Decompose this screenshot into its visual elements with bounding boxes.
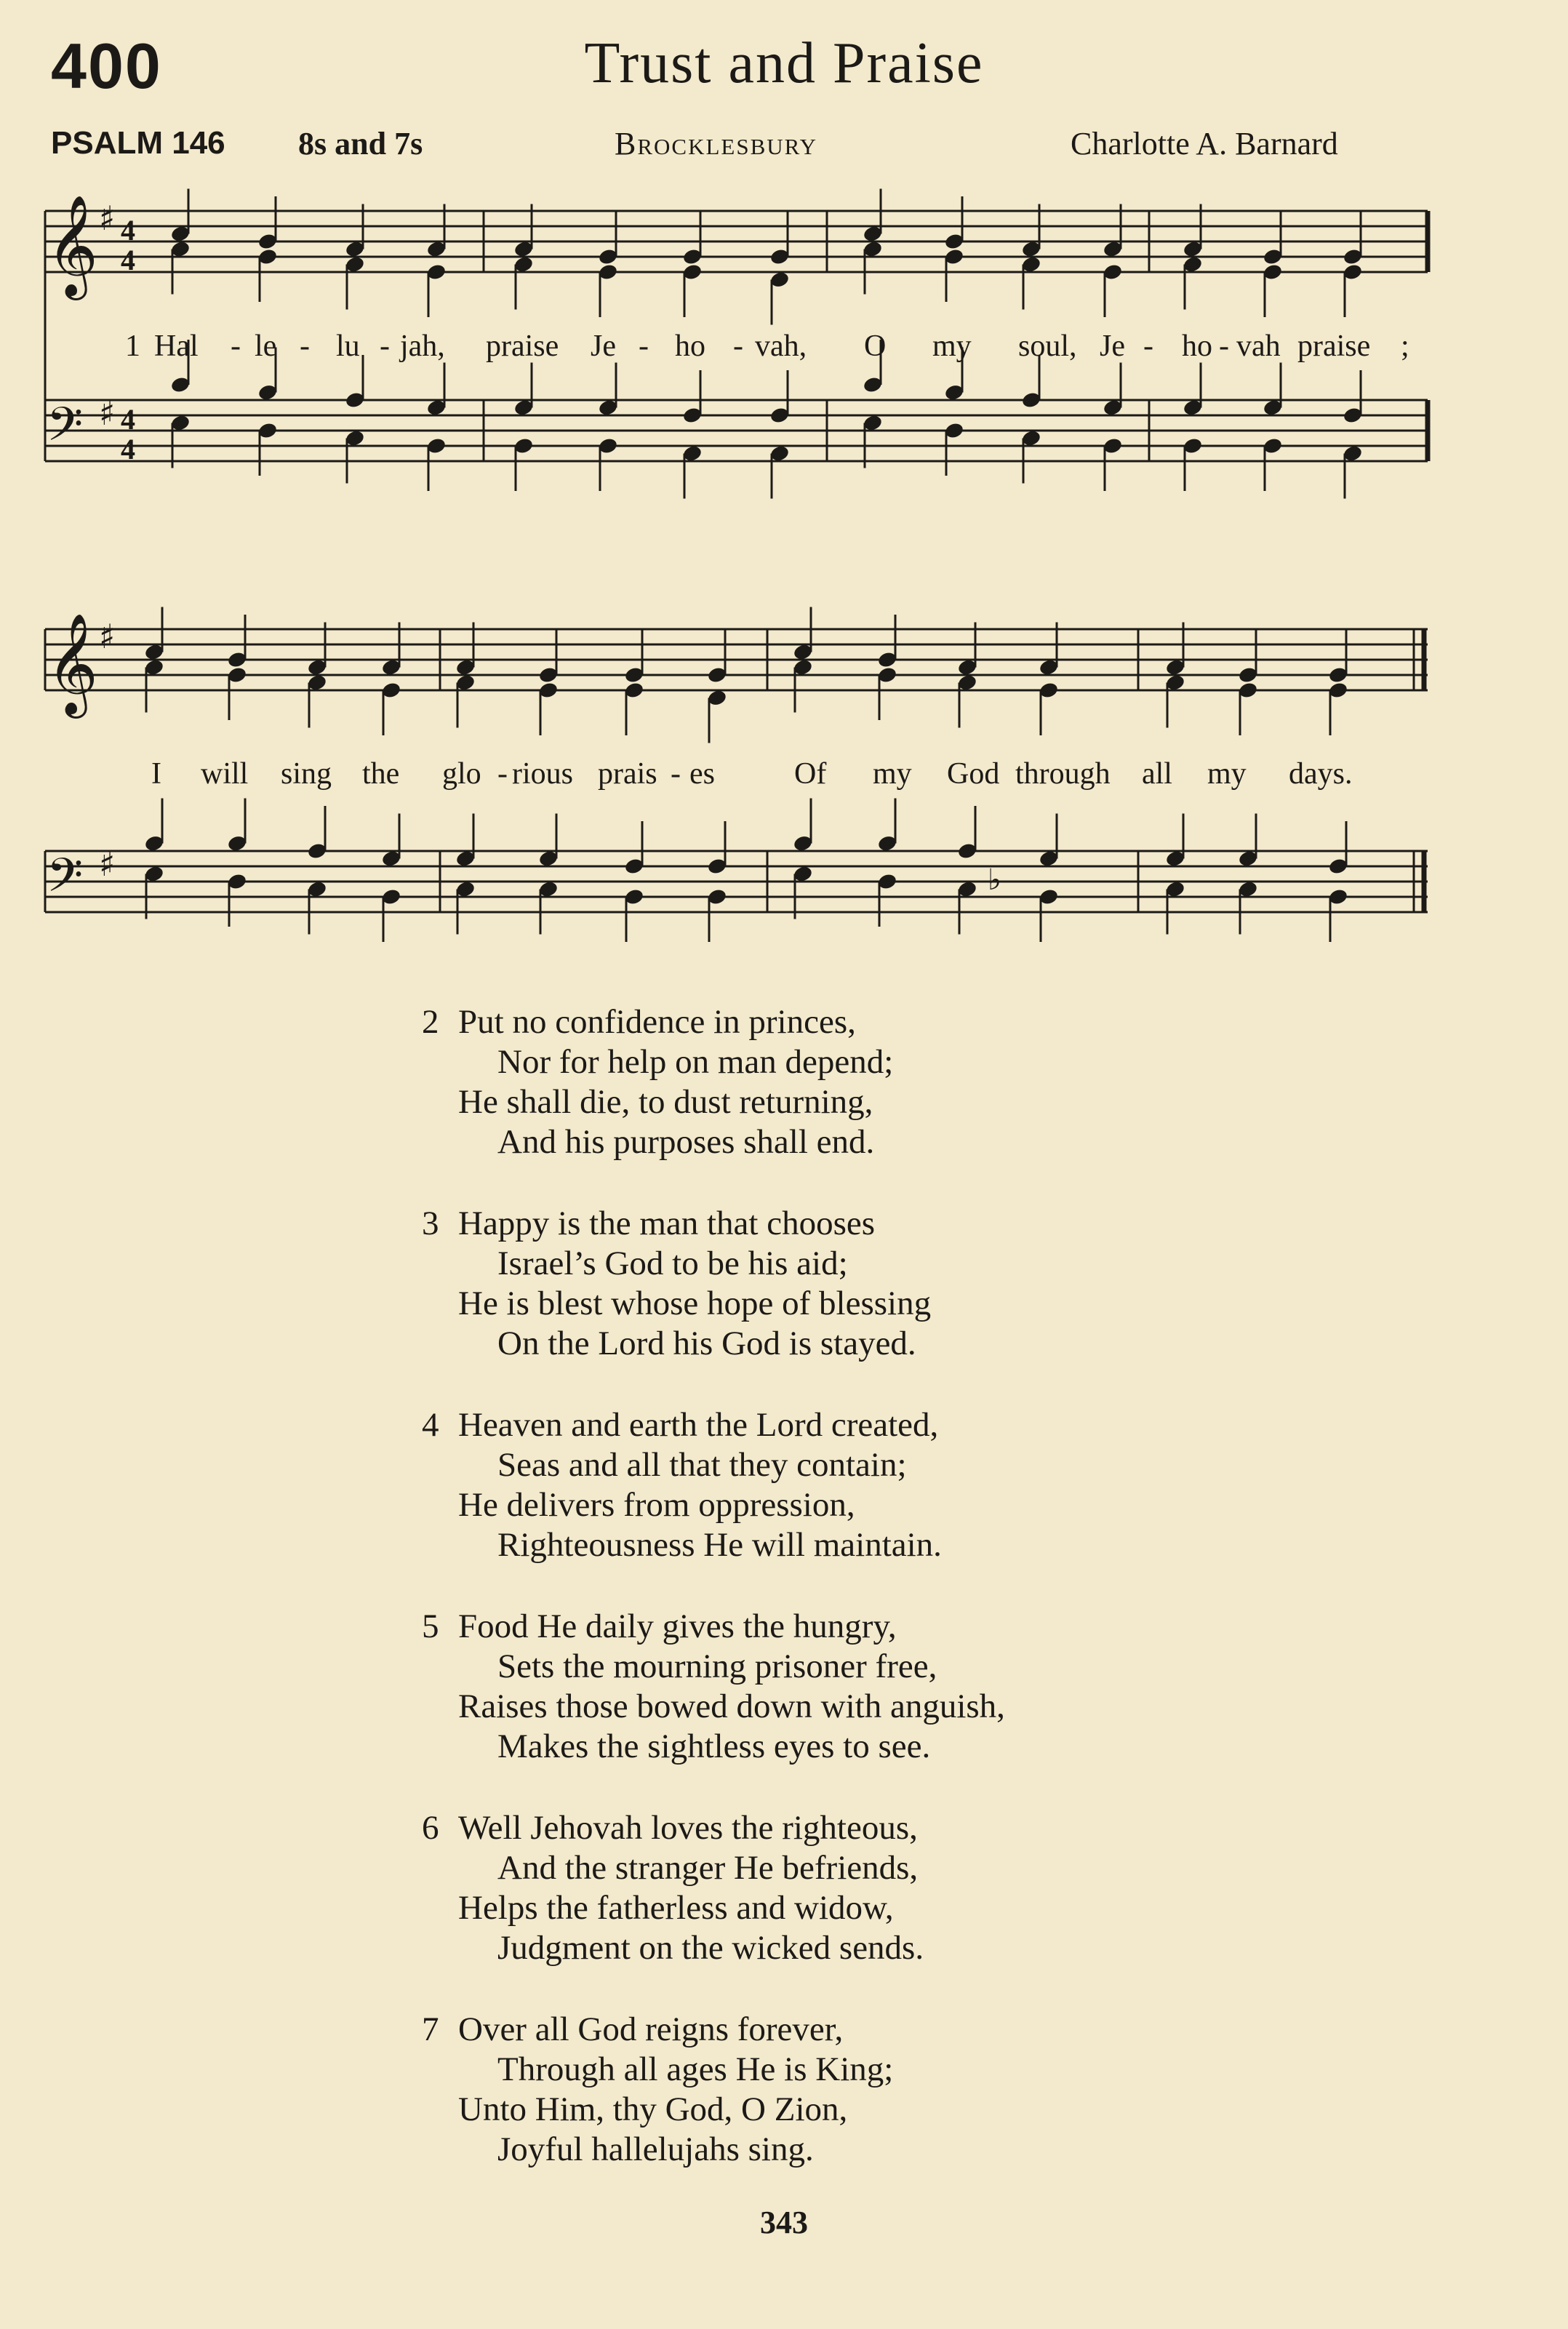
time-signature: 4 <box>121 403 135 436</box>
composer: Charlotte A. Barnard <box>1071 126 1338 161</box>
stanza-line: And his purposes shall end. <box>497 1123 875 1161</box>
lyric-hyphen: - <box>380 329 390 363</box>
stanza-line: Helps the fatherless and widow, <box>458 1889 894 1927</box>
stanza-number: 7 <box>422 2010 439 2048</box>
lyric-hyphen: - <box>300 329 310 363</box>
stanza-line: He delivers from oppression, <box>458 1486 855 1524</box>
stanza-3 <box>422 1204 931 1364</box>
lyric-syllable: Je <box>591 329 616 363</box>
lyric-syllable: days. <box>1289 757 1353 791</box>
lyric-syllable: my <box>932 329 972 363</box>
lyric-syllable: all <box>1142 757 1172 791</box>
lyric-syllable: sing <box>281 757 332 791</box>
stanza-line: Righteousness He will maintain. <box>497 1526 942 1564</box>
stanza-line: Happy is the man that chooses <box>458 1205 876 1242</box>
lyric-syllable: le <box>255 329 277 363</box>
stanza-line: Joyful hallelujahs sing. <box>497 2130 814 2168</box>
lyric-syllable: ho <box>675 329 705 363</box>
stanza-line: Makes the sightless eyes to see. <box>497 1727 931 1765</box>
lyric-syllable: glo <box>442 757 481 791</box>
lyric-syllable: my <box>873 757 912 791</box>
stanza-line: Israel’s God to be his aid; <box>497 1245 848 1282</box>
key-signature-sharp: ♯ <box>99 617 116 656</box>
lyric-syllable: praise <box>486 329 559 363</box>
lyric-hyphen: - <box>671 757 681 791</box>
stanza-line: Sets the mourning prisoner free, <box>497 1647 937 1685</box>
stanza-4 <box>422 1405 942 1565</box>
lyric-syllable: rious <box>512 757 573 791</box>
lyric-syllable: jah, <box>400 329 445 363</box>
bass-clef: 𝄢 <box>47 849 84 914</box>
lyric-hyphen: - <box>1219 329 1229 363</box>
time-signature: 4 <box>121 244 135 276</box>
stanza-number: 3 <box>422 1205 439 1242</box>
page-number: 343 <box>760 2205 808 2240</box>
stanza-line: Unto Him, thy God, O Zion, <box>458 2090 848 2128</box>
stanza-line: Heaven and earth the Lord created, <box>458 1406 939 1444</box>
lyric-syllable: Hal <box>154 329 199 363</box>
flat-accidental: ♭ <box>988 863 1001 897</box>
lyric-syllable: the <box>362 757 400 791</box>
bass-clef: 𝄢 <box>47 398 84 463</box>
stanza-line: Nor for help on man depend; <box>497 1043 894 1081</box>
lyric-punctuation: ; <box>1401 329 1409 363</box>
lyric-syllable: praise <box>1297 329 1371 363</box>
lyric-syllable: es <box>689 757 715 791</box>
stanza-line: Seas and all that they contain; <box>497 1446 907 1484</box>
stanza-number: 6 <box>422 1809 439 1847</box>
stanza-line: Well Jehovah loves the righteous, <box>458 1809 918 1847</box>
lyric-syllable: soul, <box>1018 329 1077 363</box>
bass-staff <box>45 851 1428 912</box>
verse-number: 1 <box>125 329 140 363</box>
stanza-number: 2 <box>422 1003 439 1041</box>
treble-clef: 𝄞 <box>47 613 98 714</box>
hymn-number: 400 <box>51 30 162 102</box>
stanza-line: He shall die, to dust returning, <box>458 1083 873 1121</box>
lyric-hyphen: - <box>639 329 649 363</box>
time-signature: 4 <box>121 433 135 466</box>
page-title: Trust and Praise <box>584 31 984 95</box>
key-signature-sharp: ♯ <box>99 199 116 238</box>
stanza-line: He is blest whose hope of blessing <box>458 1285 932 1322</box>
stanza-6 <box>422 1808 924 1968</box>
treble-staff <box>45 211 1428 272</box>
stanza-number: 5 <box>422 1607 439 1645</box>
stanza-line: Food He daily gives the hungry, <box>458 1607 897 1645</box>
lyric-syllable: lu <box>336 329 360 363</box>
treble-clef: 𝄞 <box>47 195 98 296</box>
lyric-syllable: ho <box>1182 329 1212 363</box>
lyric-hyphen: - <box>497 757 508 791</box>
lyric-syllable: vah <box>1236 329 1281 363</box>
lyric-syllable: prais <box>598 757 657 791</box>
lyric-syllable: God <box>947 757 1000 791</box>
lyric-syllable: vah, <box>755 329 807 363</box>
stanza-line: On the Lord his God is stayed. <box>497 1325 916 1362</box>
time-signature: 4 <box>121 214 135 247</box>
lyric-syllable: I <box>151 757 161 791</box>
stanza-line: Through all ages He is King; <box>497 2050 894 2088</box>
stanza-number: 4 <box>422 1406 439 1444</box>
lyric-syllable: Of <box>794 757 827 791</box>
stanza-line: Over all God reigns forever, <box>458 2010 844 2048</box>
stanza-line: And the stranger He befriends, <box>497 1849 919 1887</box>
lyric-hyphen: - <box>1143 329 1153 363</box>
stanza-line: Judgment on the wicked sends. <box>497 1929 924 1967</box>
psalm-reference: PSALM 146 <box>51 125 225 161</box>
stanza-line: Put no confidence in princes, <box>458 1003 856 1041</box>
key-signature-sharp: ♯ <box>99 844 116 884</box>
stanza-2 <box>422 1002 893 1162</box>
lyric-syllable: O <box>864 329 887 363</box>
stanza-5 <box>422 1607 1005 1767</box>
lyric-syllable: my <box>1207 757 1247 791</box>
lyric-hyphen: - <box>733 329 743 363</box>
lyric-syllable: will <box>201 757 249 791</box>
tune-name: Brocklesbury <box>615 126 818 161</box>
lyric-syllable: Je <box>1100 329 1125 363</box>
stanza-7 <box>422 2010 893 2170</box>
meter: 8s and 7s <box>298 126 423 161</box>
treble-staff <box>45 629 1428 690</box>
stanza-line: Raises those bowed down with anguish, <box>458 1687 1005 1725</box>
bass-staff <box>45 400 1428 461</box>
lyric-hyphen: - <box>231 329 241 363</box>
key-signature-sharp: ♯ <box>99 394 116 433</box>
lyric-syllable: through <box>1015 757 1111 791</box>
